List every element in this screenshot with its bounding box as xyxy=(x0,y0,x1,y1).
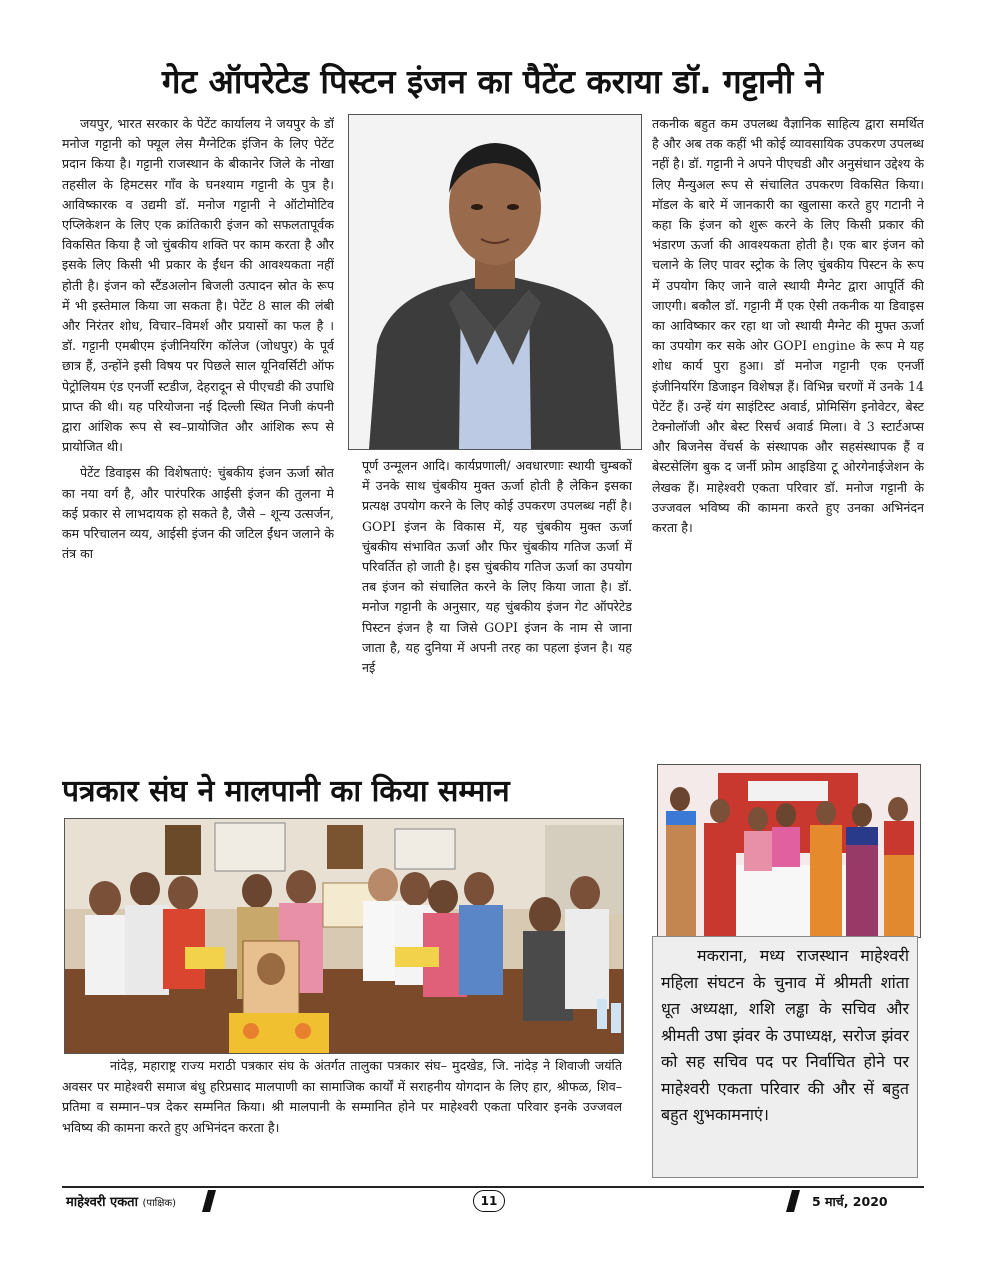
women-group-photo xyxy=(657,764,921,938)
article-paragraph: जयपुर, भारत सरकार के पेटेंट कार्यालय ने जयपुर के डॉ मनोज गट्टानी को फ्यूल लेस मैग्नेटिक इंजिन के लिए पेटेंट प्रदान किया है। गट्टानी राजस्थान के बीकानेर जिले के नोखा तहसील के हिमटसर गाँव के घनश्याम गट्टानी के पुत्र है। आविष्कारक व उद्यमी डॉ. मनोज गट्टानी ने ऑटोमोटिव एप्लिकेशन के लिए एक क्रांतिकारी इंजन को सफलतापूर्वक विकसित किया है जो चुंबकीय शक्ति पर काम करता है और इसके लिए किसी भी प्रकार के ईंधन की आवश्यकता नहीं होती है। इंजन को स्टैंडअलोन बिजली उत्पादन स्रोत के रूप में भी इस्तेमाल किया जा सकता है। पेटेंट 8 साल की लंबी और निरंतर शोध, विचार–विमर्श और प्रयासों का फल है । डॉ. गट्टानी एमबीएम इंजीनियरिंग कॉलेज (जोधपुर) के पूर्व छात्र हैं, उन्होंने इसी विषय पर पिछले साल यूनिवर्सिटी ऑफ पेट्रोलियम एंड एनर्जी स्टडीज, देहरादून से पीएचडी की उपाधि प्राप्त की थी। यह परियोजना नई दिल्ली स्थित निजी कंपनी द्वारा आंशिक रूप से स्व–प्रायोजित और आंशिक रूप से प्रायोजित थी। xyxy=(62,116,334,455)
article-paragraph: पूर्ण उन्मूलन आदि। कार्यप्रणाली/ अवधारणाः स्थायी चुम्बकों में उनके साथ चुंबकीय मुक्त ऊर्जा होती है लेकिन इसका प्रत्यक्ष उपयोग करने के लिए कोई उपकरण उपलब्ध नहीं है। GOPI इंजन के विकास में, यह चुंबकीय मुक्त ऊर्जा चुंबकीय संभावित ऊर्जा और फिर चुंबकीय गतिज ऊर्जा में परिवर्तित हो जाती है। इस चुंबकीय गतिज ऊर्जा का उपयोग तब इंजन को संचालित करने के लिए किया जाता है। डॉ. मनोज गट्टानी के अनुसार, यह चुंबकीय इंजन गेट ऑपरेटेड पिस्टन इंजन है या जिसे GOPI इंजन के नाम से जाना जाता है, यह दुनिया में अपनी तरह का पहला इंजन है। यह नई xyxy=(362,458,632,676)
footer-rule xyxy=(62,1186,924,1188)
photo-caption: नांदेड़, महाराष्ट्र राज्य मराठी पत्रकार संघ के अंतर्गत तालुका पत्रकार संघ– मुदखेड, जि. नांदेड़ ने शिवाजी जयंति अवसर पर माहेश्वरी समाज बंधु हरिप्रसाद मालपाणी का सामाजिक कार्यों में सराहनीय योगदान के लिए हार, श्रीफळ, शिव–प्रतिमा व सम्मान–पत्र देकर सम्मनित किया। श्री मालपानी के सम्मानित होने पर माहेश्वरी एकता परिवार इनके उज्जवल भविष्य की कामना करते हुए अभिनंदन करता है। xyxy=(62,1058,622,1135)
publication-name: माहेश्वरी एकता xyxy=(66,1195,138,1210)
news-brief-text: मकराना, मध्य राजस्थान माहेश्वरी महिला संघटन के चुनाव में श्रीमती शांता धूत अध्यक्षा, शशि लड्ढा के सचिव और श्रीमती उषा झंवर के उपाध्यक्ष, सरोज झंवर को सह सचिव पद पर निर्वाचित होने पर माहेश्वरी एकता परिवार की और सें बहुत बहुत शुभकामनाएं। xyxy=(661,946,909,1124)
article-column-2 xyxy=(362,456,632,762)
article-column-1 xyxy=(62,114,334,764)
article-paragraph: तकनीक बहुत कम उपलब्ध वैज्ञानिक साहित्य द्वारा समर्थित है और अब तक कहीं भी कोई व्यावसायिक उपकरण उपलब्ध नहीं है। डॉ. गट्टानी ने अपने पीएचडी और अनुसंधान उद्देश्य के लिए मैन्युअल रूप से संचालित उपकरण विकसित किया। मॉडल के बारे में जानकारी का खुलासा करते हुए गटानी ने कहा कि इंजन को शुरू करने के लिए किसी प्रकार की भंडारण ऊर्जा की आवश्यकता होती है। एक बार इंजन को चलाने के लिए पावर स्ट्रोक के लिए चुंबकीय पिस्टन के रूप में उपयोग किए जाने वाले स्थायी मैग्नेट द्वारा आपूर्ति की जाएगी। बकौल डॉ. गट्टानी मैं एक ऐसी तकनीक या डिवाइस का आविष्कार कर रहा था जो स्थायी मैग्नेट की मुफ्त ऊर्जा का उपयोग कर सके ओर GOPI engine के रूप मे यह शोध कार्य पुरा हुआ। डॉ मनोज गट्टानी एक एनर्जी इंजीनियरिंग डिजाइन विशेषज्ञ हैं। विभिन्न चरणों में उनके 14 पेटेंट हैं। उन्हें यंग साइंटिस्ट अवार्ड, प्रोमिसिंग इनोवेटर, बेस्ट टेक्नोलॉजी और बेस्ट रिसर्च अवार्ड मिला। वे 3 स्टार्टअप्स और बिजनेस वेंचर्स के संस्थापक और सहसंस्थापक हैं व बेस्टसेलिंग बुक द जर्नी फ्रोम आइडिया टू ओरगेनाईजेशन के लेखक हैं। माहेश्वरी एकता परिवार डॉ. मनोज गट्टानी के उज्जवल भविष्य की कामना करते हुए उनका अभिनंदन करता है। xyxy=(652,116,924,536)
footer-date: 5 मार्च, 2020 xyxy=(812,1194,888,1209)
publication-frequency: (पाक्षिक) xyxy=(142,1198,177,1209)
page-number: 11 xyxy=(473,1190,505,1212)
footer-slash-right-icon xyxy=(786,1190,800,1212)
portrait-photo xyxy=(348,114,642,450)
article-paragraph: पेटेंट डिवाइस की विशेषताएं: चुंबकीय इंजन ऊर्जा स्रोत का नया वर्ग है, और पारंपरिक आईसी इंजन की तुलना मे कई प्रकार से लाभदायक हो सकते है, जैसे – शून्य उत्सर्जन, कम परिचालन व्यय, आईसी इंजन की जटिल ईंधन जलाने के तंत्र का xyxy=(62,465,334,562)
article-headline: गेट ऑपरेटेड पिस्टन इंजन का पैटेंट कराया डॉ. गट्टानी ने xyxy=(161,62,824,101)
article-headline-2: पत्रकार संघ ने मालपानी का किया सम्मान xyxy=(62,774,510,809)
news-brief-box xyxy=(652,936,918,1178)
footer-publication xyxy=(66,1192,176,1210)
article-column-3 xyxy=(652,114,924,744)
footer-slash-left-icon xyxy=(202,1190,216,1212)
felicitation-photo xyxy=(64,818,624,1054)
